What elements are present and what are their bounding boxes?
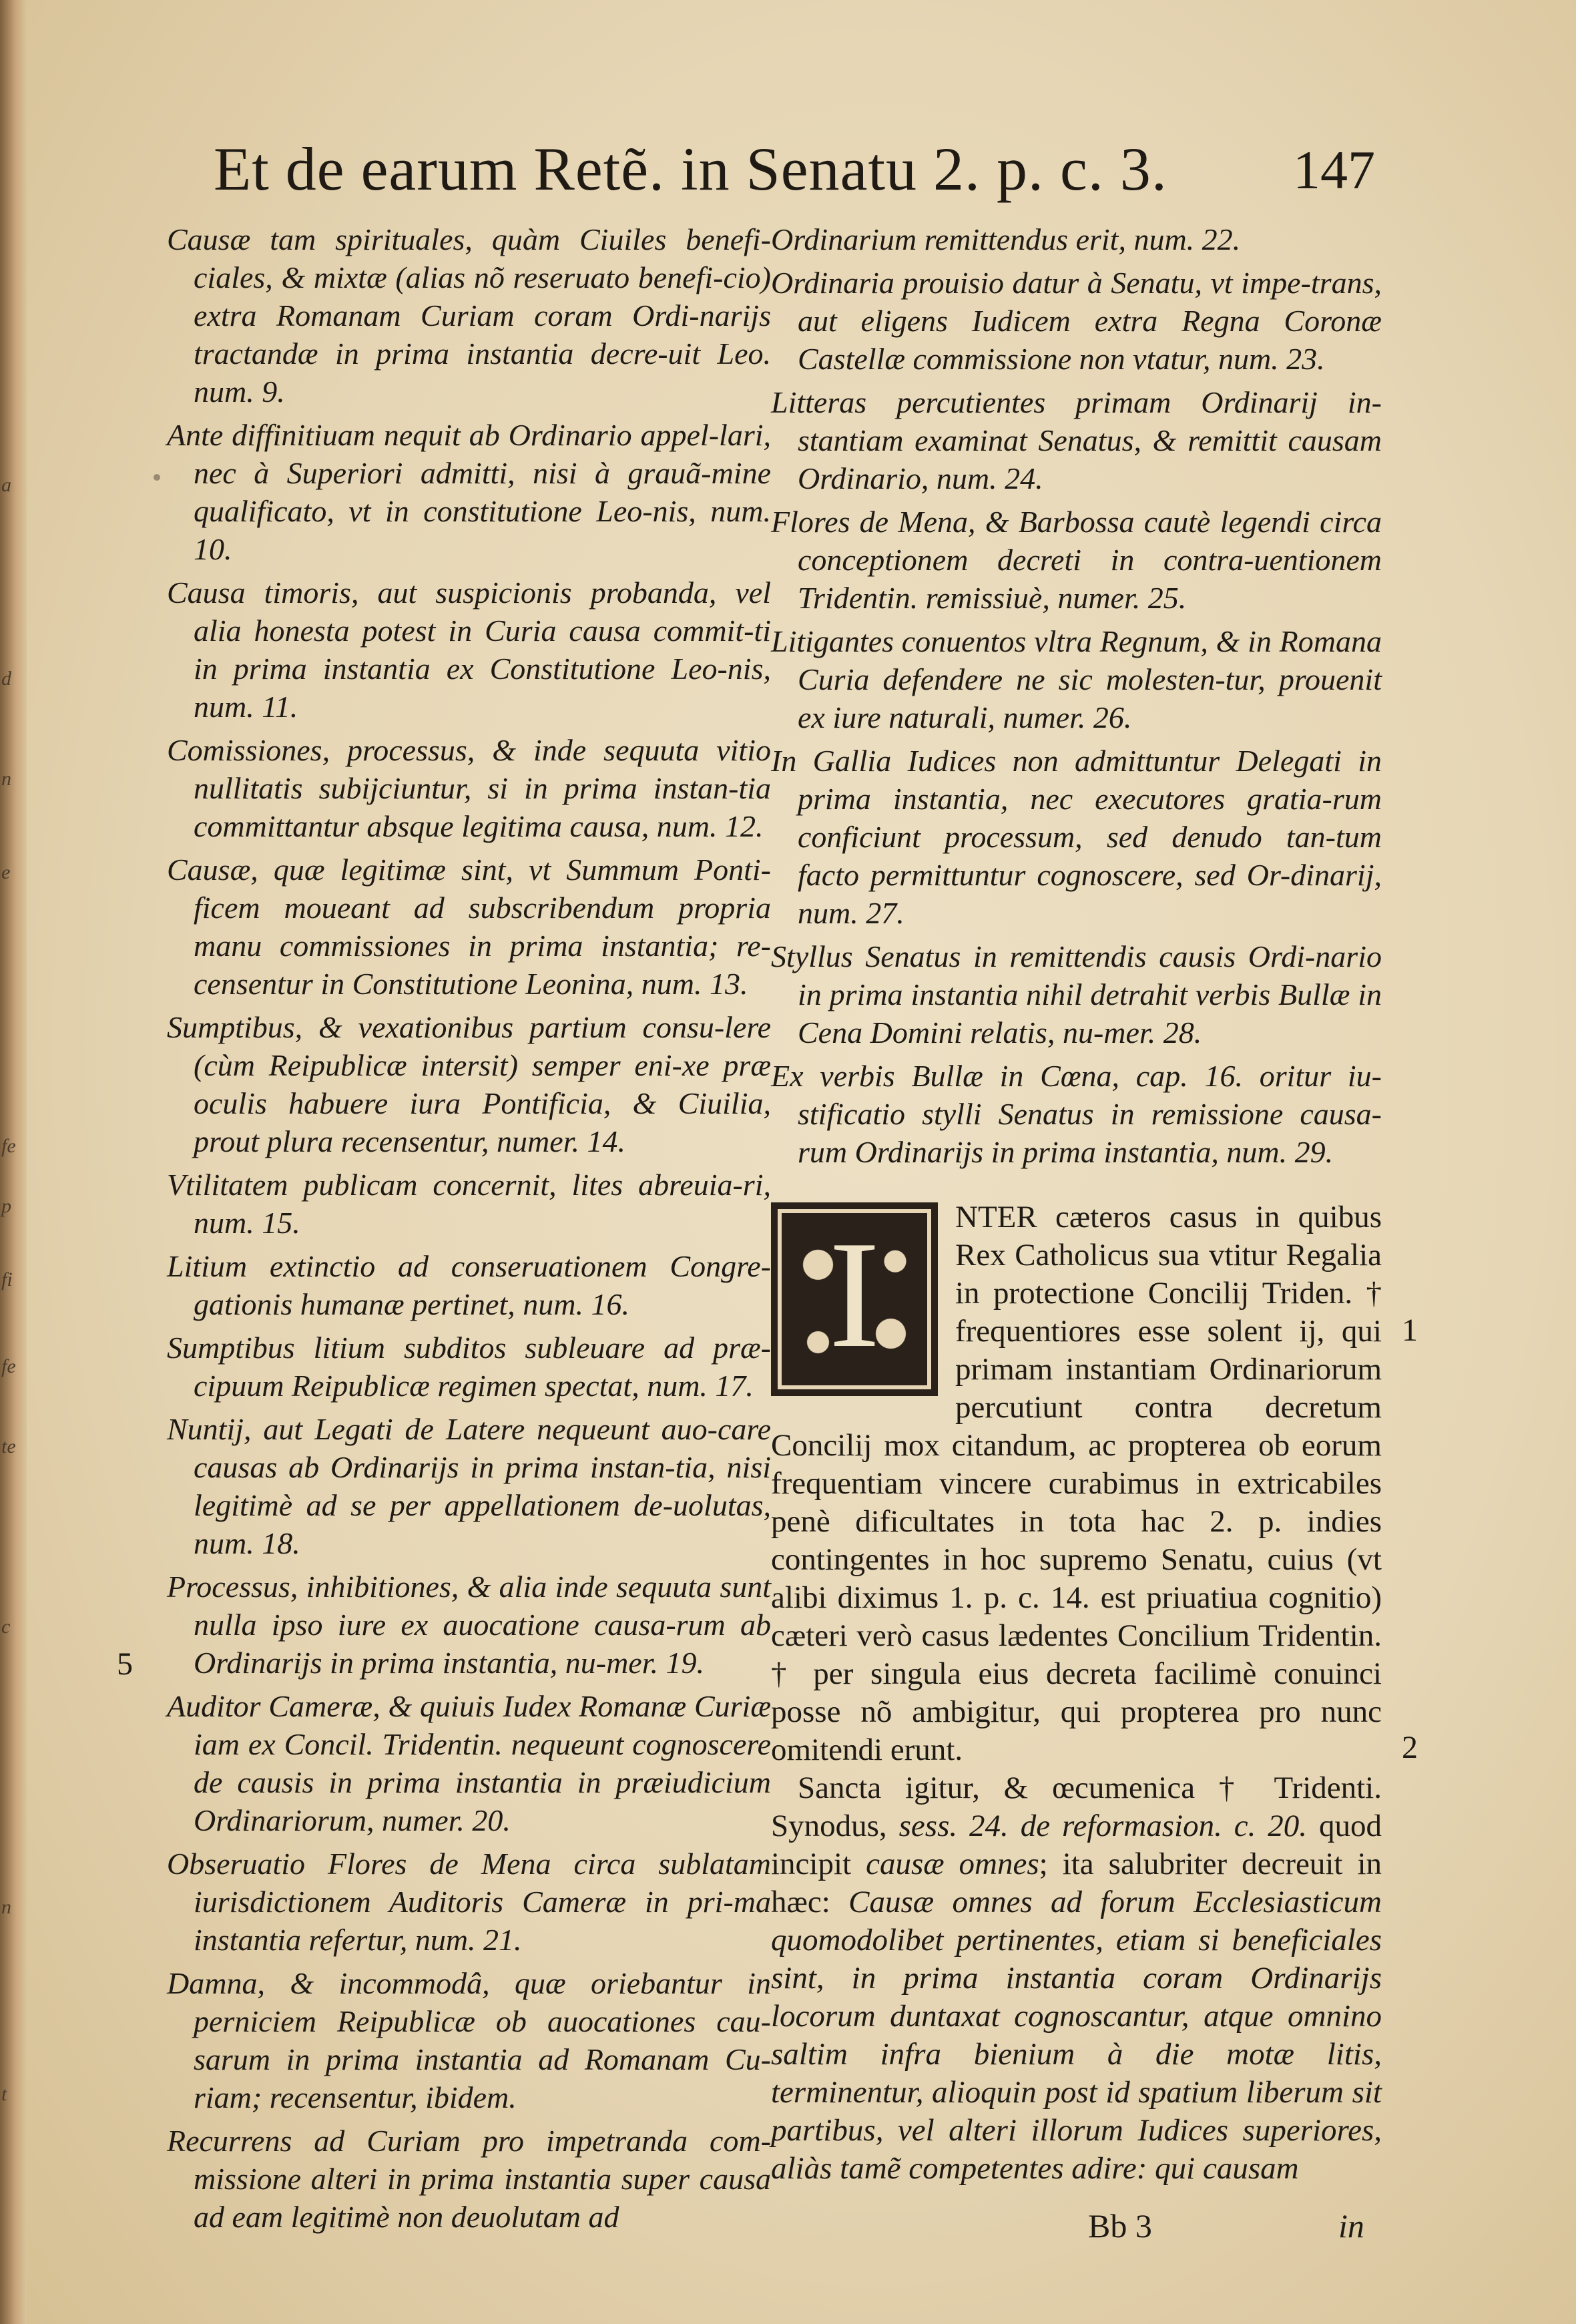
margin-number: 1	[1402, 1313, 1418, 1348]
summary-entry: Damna, & incommodâ, quæ oriebantur in perniciem Reipublicæ ob auocationes cau-sarum in prima instantia ad Romanam Cu-riam; recensentur, ibidem.	[167, 1966, 771, 2114]
p2-text: quod incipit	[771, 1809, 1382, 1881]
initial-letter: I	[828, 1209, 880, 1379]
gutter-letter: fe	[1, 1135, 16, 1157]
summary-entry: Recurrens ad Curiam pro impetranda com-missione alteri in prima instantia super causa ad eam legitimè non deuolutam ad	[167, 2124, 771, 2234]
gutter-letter: d	[1, 668, 11, 690]
summary-entry: Flores de Mena, & Barbossa cautè legendi circa conceptionem decreti in contra-uentionem Tridentin. remissiuè, numer. 25.	[771, 505, 1382, 615]
summary-entry: Causæ, quæ legitimæ sint, vt Summum Ponti-ficem moueant ad subscribendum propria manu commissiones in prima instantia; re-censentur in Constitutione Leonina, num. 13.	[167, 853, 771, 1001]
summary-entry: In Gallia Iudices non admittuntur Delegati in prima instantia, nec executores gratia-rum conficiunt processum, sed denudo tan-tum facto permittuntur cognoscere, sed Or-dinarij, num. 27.	[771, 744, 1382, 930]
summary-entry: Obseruatio Flores de Mena circa sublatam iurisdictionem Auditoris Cameræ in pri-ma instantia refertur, num. 21.	[167, 1847, 771, 1957]
summary-entry: Ex verbis Bullæ in Cœna, cap. 16. oritur iu-stificatio stylli Senatus in remissione causa-rum Ordinarijs in prima instantia, num. 29.	[771, 1059, 1382, 1169]
summary-entry: Sumptibus litium subditos subleuare ad præ-cipuum Reipublicæ regimen spectat, num. 17.	[167, 1331, 771, 1403]
summary-entry: Ordinarium remittendus erit, num. 22.	[771, 222, 1241, 256]
gutter-letter: e	[1, 861, 11, 883]
summary-entry: Nuntij, aut Legati de Latere nequeunt auo-care causas ab Ordinarijs in prima instan-tia, nisi legitimè ad se per appellationem de-uolutas, num. 18.	[167, 1412, 771, 1560]
summary-entry: Styllus Senatus in remittendis causis Ordi-nario in prima instantia nihil detrahit verbis Bullæ in Cena Domini relatis, nu-mer. 28.	[771, 939, 1382, 1050]
gutter-letter: fe	[1, 1355, 16, 1377]
summary-entry: Sumptibus, & vexationibus partium consu-lere (cùm Reipublicæ intersit) semper eni-xe præ oculis habuere iura Pontificia, & Ciuilia, prout plura recensentur, numer. 14.	[167, 1010, 771, 1158]
signature-mark: Bb 3	[1088, 2207, 1152, 2245]
summary-entry: Auditor Cameræ, & quiuis Iudex Romanæ Curiæ iam ex Concil. Tridentin. nequeunt cognoscere de causis in prima instantia in præiudicium Ordinariorum, numer. 20.	[167, 1689, 771, 1837]
p2-incipit: causæ omnes	[866, 1847, 1039, 1881]
gutter-letter: te	[1, 1435, 16, 1457]
book-page	[27, 0, 1576, 2324]
margin-number: 2	[1402, 1730, 1418, 1765]
p2-text: Sancta igitur, & œcumenica † Tridenti. Synodus,	[771, 1771, 1382, 1843]
summary-entry: Litteras percutientes primam Ordinarij in-stantiam examinat Senatus, & remittit causam Ordinario, num. 24.	[771, 385, 1382, 495]
gutter-letter: fi	[1, 1268, 13, 1291]
summary-entry: Causa timoris, aut suspicionis probanda, vel alia honesta potest in Curia causa commit-ti in prima instantia ex Constitutione Leo-nis, num. 11.	[167, 575, 771, 724]
running-title: Et de earum Retẽ. in Senatu 2. p. c. 3.	[214, 135, 1167, 203]
summary-entry: Comissiones, processus, & inde sequuta vitio nullitatis subijciuntur, si in prima instan-tia committantur absque legitima causa, num. 12.	[167, 733, 771, 843]
summary-entry: Ante diffinitiuam nequit ab Ordinario appel-lari, nec à Superiori admitti, nisi à grauã-mine qualificato, vt in constitutione Leo-nis, num. 10.	[167, 418, 771, 566]
summary-entry: Processus, inhibitiones, & alia inde sequuta sunt nulla ipso iure ex auocatione causa-rum ab Ordinarijs in prima instantia, nu-mer. 19.	[167, 1570, 771, 1680]
gutter-letter: t	[1, 2083, 7, 2105]
p2-decree-quote: Causæ omnes ad forum Ecclesiasticum quomodolibet pertinentes, etiam si beneficiales sint, in prima instantia coram Ordinarijs locorum duntaxat cognoscantur, atque omnino saltim infra bienium à die motæ litis, terminentur, alioquin post id spatium liberum sit partibus, vel alteri illorum Iudices superiores, aliàs tamẽ competentes adire: qui causam	[771, 1885, 1382, 2186]
gutter-letter: c	[1, 1616, 11, 1638]
summary-right-column	[771, 220, 1382, 1176]
page-number: 147	[1293, 140, 1375, 200]
margin-number: 5	[117, 1646, 133, 1682]
main-text	[771, 1198, 1382, 2188]
summary-entry: Vtilitatem publicam concernit, lites abreuia-ri, num. 15.	[167, 1168, 771, 1240]
p2-citation: sess. 24. de reformasion. c. 20.	[898, 1809, 1308, 1843]
gutter-letter: a	[1, 474, 11, 496]
summary-entry: Causæ tam spirituales, quàm Ciuiles benefi-ciales, & mixtæ (alias nõ reseruato benefi-cio) extra Romanam Curiam coram Ordi-narijs tractandæ in prima instantia decre-uit Leo. num. 9.	[167, 222, 771, 409]
summary-left-column	[167, 220, 771, 2241]
ink-spot	[154, 474, 160, 481]
summary-entry: Litium extinctio ad conseruationem Congre-gationis humanæ pertinet, num. 16.	[167, 1249, 771, 1321]
binding-gutter	[0, 0, 27, 2324]
p2-text: ; ita salubriter decreuit in hæc:	[771, 1847, 1382, 1919]
summary-entry: Litigantes conuentos vltra Regnum, & in Romana Curia defendere ne sic molesten-tur, prouenit ex iure naturali, numer. 26.	[771, 624, 1382, 734]
paragraph-2	[771, 1769, 1382, 2188]
gutter-letter: n	[1, 1896, 11, 1918]
catchword: in	[1338, 2207, 1364, 2245]
gutter-letter: n	[1, 768, 11, 790]
running-header	[214, 134, 1375, 214]
paragraph-1: NTER cæteros casus in quibus Rex Catholicus sua vtitur Regalia in protectione Concilij Triden. † frequentiores esse solent ij, qui primam instantiam Ordinariorum percutiunt contra decretum Concilij mox citandum, ac propterea ob eorum frequentiam vincere curabimus in extricabiles penè dificultates in tota hac 2. p. indies contingentes in hoc supremo Senatu, cuius (vt alibi diximus 1. p. c. 14. est priuatiua cognitio) cæteri verò casus lædentes Concilium Tridentin. † per singula eius decreta facilimè conuinci posse nõ ambigitur, qui propterea pro nunc omitendi erunt.	[771, 1200, 1382, 1767]
summary-entry: Ordinaria prouisio datur à Senatu, vt impe-trans, aut eligens Iudicem extra Regna Coronæ Castellæ commissione non vtatur, num. 23.	[771, 266, 1382, 376]
gutter-letter: p	[1, 1195, 11, 1217]
decorated-initial	[771, 1202, 938, 1396]
